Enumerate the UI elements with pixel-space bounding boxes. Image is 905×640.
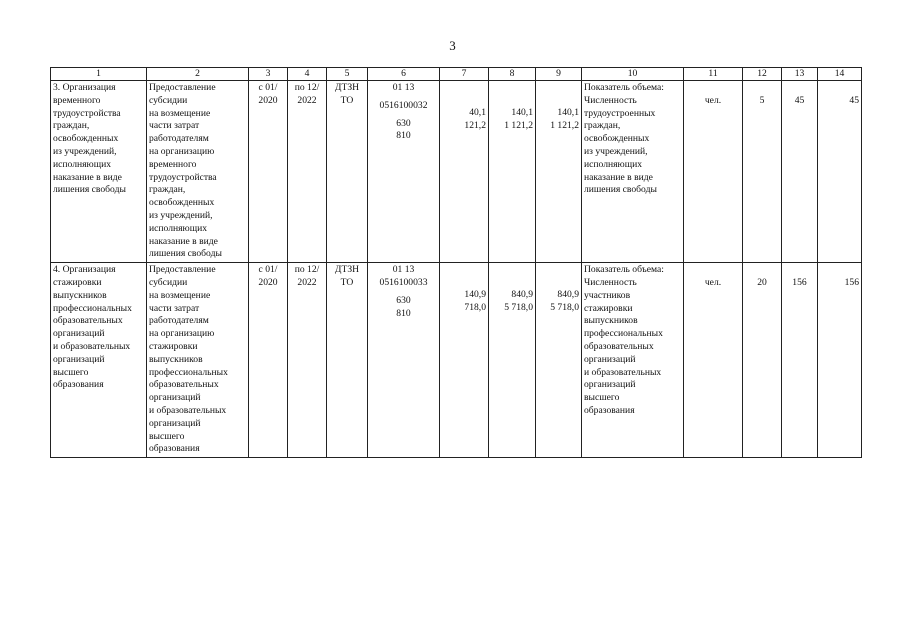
unit: чел. [684,81,743,263]
funding-value: 140,1 1 121,2 [536,81,582,263]
indicator-description: Показатель объема: Численность участников стажировки выпускников профессиональных образовательных организаций и образовательных организаций высшего образования [582,263,684,458]
indicator-value: 45 [782,81,818,263]
executor: ДТЗН ТО [327,81,368,263]
header-row [51,68,862,81]
col-header-11: 11 [684,68,743,81]
page-number: 3 [449,38,456,53]
col-header-8: 8 [489,68,536,81]
budget-code-line: 630 [396,117,411,129]
budget-code-line: 810 [396,307,411,319]
funding-value: 140,1 1 121,2 [489,81,536,263]
budget-code-line: 01 13 [392,82,415,93]
indicator-value: 5 [743,81,782,263]
activity-mechanism: Предоставление субсидии на возмещение части затрат работодателям на организацию стажировки выпускников профессиональных образовательных организаций и образовательных организаций высшего образования [147,263,249,458]
budget-code-line: 0516100033 [379,276,428,288]
funding-value: 40,1 121,2 [440,81,489,263]
indicator-value: 156 [818,263,862,458]
unit: чел. [684,263,743,458]
table-row [51,263,862,458]
budget-code-line: 810 [396,130,411,142]
col-header-2: 2 [147,68,249,81]
budget-code [368,81,440,263]
col-header-13: 13 [782,68,818,81]
budget-code-line: 0516100032 [379,99,428,111]
budget-code-line: 630 [396,294,411,306]
funding-value: 840,9 5 718,0 [489,263,536,458]
funding-value: 140,9 718,0 [440,263,489,458]
col-header-5: 5 [327,68,368,81]
budget-code-line: 01 13 [392,264,415,276]
period-start: с 01/ 2020 [249,81,288,263]
period-end: по 12/ 2022 [288,81,327,263]
col-header-12: 12 [743,68,782,81]
col-header-4: 4 [288,68,327,81]
col-header-7: 7 [440,68,489,81]
col-header-9: 9 [536,68,582,81]
col-header-6: 6 [368,68,440,81]
col-header-3: 3 [249,68,288,81]
executor: ДТЗН ТО [327,263,368,458]
indicator-value: 20 [743,263,782,458]
indicator-description: Показатель объема: Численность трудоустроенных граждан, освобожденных из учреждений, исполняющих наказание в виде лишения свободы [582,81,684,263]
activity-mechanism: Предоставление субсидии на возмещение части затрат работодателям на организацию временного трудоустройства граждан, освобожденных из учреждений, исполняющих наказание в виде лишения свободы [147,81,249,263]
indicator-value: 156 [782,263,818,458]
period-start: с 01/ 2020 [249,263,288,458]
indicator-value: 45 [818,81,862,263]
funding-value: 840,9 5 718,0 [536,263,582,458]
table-row [51,81,862,263]
col-header-14: 14 [818,68,862,81]
budget-code [368,263,440,458]
period-end: по 12/ 2022 [288,263,327,458]
col-header-1: 1 [51,68,147,81]
activity-name: 3. Организация временного трудоустройства граждан, освобожденных из учреждений, исполняющих наказание в виде лишения свободы [51,81,147,263]
program-activities-table [50,67,862,458]
col-header-10: 10 [582,68,684,81]
activity-name: 4. Организация стажировки выпускников профессиональных образовательных организаций и образовательных организаций высшего образования [51,263,147,458]
